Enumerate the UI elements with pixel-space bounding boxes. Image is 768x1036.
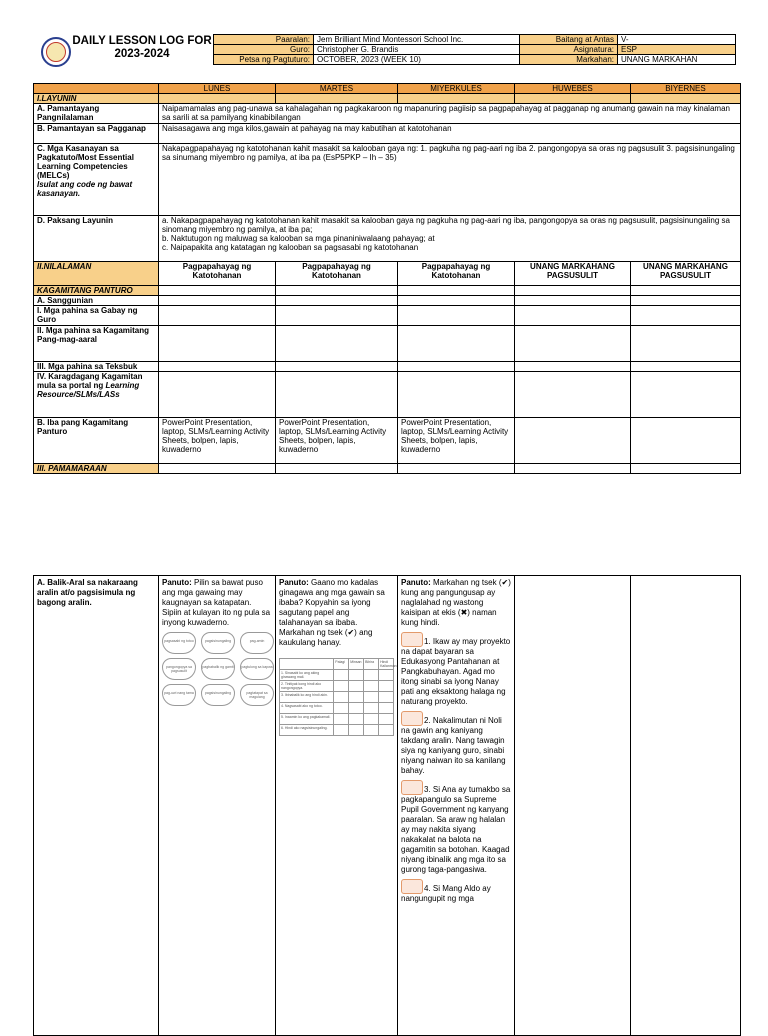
item-4: 4. Si Mang Aldo ay nangungupit ng mga (401, 879, 511, 904)
frequency-table-image: Palagi Minsan Bihira Hindi Kailanman 1. Sinasabi ko ang aking ginawang mali. 2. Tinitiyak kong hindi ako nangongopya. 3. Ibinabalik ko ang hindi akin. 4. Nagsasabi ako ng totoo. 5. Inaamin ko ang pagkakamali. 6. Hindi ako nagsisinungaling. (279, 658, 394, 736)
balik-aral-label: A. Balik-Aral sa nakaraang aralin at/o pagsisimula ng bagong aralin. (34, 576, 159, 1036)
materials-martes: PowerPoint Presentation, laptop, SLMs/Learning Activity Sheets, bolpen, lapis, kuwaderno (276, 418, 398, 464)
heart-shape: pagsisinungaling (201, 684, 235, 706)
heart-shape: pagtulong sa kapwa (240, 658, 274, 680)
petsa-value: OCTOBER, 2023 (WEEK 10) (314, 55, 520, 65)
day-huwebes: HUWEBES (515, 84, 631, 94)
markahan-label: Markahan: (520, 55, 618, 65)
balik-aral-miyerkules: Panuto: Markahan ng tsek (✔) kung ang pangungusap ay naglalahad ng wastong kaisipan at ekis (✖) naman kung hindi. 1. Ikaw ay may proyekto na dapat bayaran sa Edukasyong Pantahanan at Pangkabuhayan. Agad mo itong sinabi sa iyong Nanay pati ang eksaktong halaga ng naturang proyekto. 2. Nakalimutan ni Noli na gawin ang kaniyang takdang aralin. Nang tawagin siya ng kaniyang guro, sinabi niyang naiwan ito sa kanilang bahay. 3. Si Ana ay tumakbo sa pagkapangulo sa Supreme Pupil Government ng kanyang paaralan. Sa araw ng halalan ay may nakita siyang nakakalat na balota na gagamitin sa botohan. Kaagad niyang ibinalik ang mga ito sa gurong taga-pangasiwa. 4. Si Mang Aldo ay nangungupit ng mga (398, 576, 515, 1036)
balik-aral-lunes: Panuto: Pilin sa bawat puso ang mga gawaing may kaugnayan sa katapatan. Sipiin at kulayan ito ng pula sa inyong kuwaderno. pagsasabi ng totoo pagsisinungaling pag-amin pangongopya sa pagsusulit pagbabalik ng gamit pagtulong sa kapwa pag-uwi nang tama pagsisinungaling pagtatapat sa magulang (159, 576, 276, 1036)
topic-biyernes: UNANG MARKAHANG PAGSUSULIT (631, 262, 741, 286)
topic-miyerkules: Pagpapahayag ng Katotohanan (398, 262, 515, 286)
hearts-worksheet (162, 632, 272, 706)
topic-lunes: Pagpapahayag ng Katotohanan (159, 262, 276, 286)
item-1: 1. Ikaw ay may proyekto na dapat bayaran sa Edukasyong Pantahanan at Pangkabuhayan. Agad mo itong sinabi sa iyong Nanay pati ang eksaktong halaga ng naturang proyekto. (401, 632, 511, 707)
paaralan-label: Paaralan: (214, 35, 314, 45)
balik-aral-biyernes (631, 576, 741, 1036)
pamantayang-pangnilalaman-text: Naipamamalas ang pag-unawa sa kahalagahan ng pagkakaroon ng mapanuring pagiisip sa pagpapahayag at pagganap ng anumang gawain na may kinalaman sa sarili at sa pamilyang kinabibilangan (159, 104, 741, 124)
materials-lunes: PowerPoint Presentation, laptop, SLMs/Learning Activity Sheets, bolpen, lapis, kuwaderno (159, 418, 276, 464)
lesson-log-table (33, 83, 741, 474)
answer-box (401, 879, 423, 894)
header-info-table (213, 34, 736, 65)
pamantayan-pagganap-text: Naisasagawa ang mga kilos,gawain at pahayag na may kabutihan at katotohanan (159, 124, 741, 144)
karagdagang-kagamitan-label: IV. Karagdagang Kagamitan mula sa portal ng Learning Resource/SLMs/LASs (34, 372, 159, 418)
item-3: 3. Si Ana ay tumakbo sa pagkapangulo sa Supreme Pupil Government ng kanyang paaralan. Sa araw ng halalan ay may nakita siyang nakakalat na balota na gagamitin sa botohan. Kaagad niyang ibinalik ang mga ito sa gurong taga-pangasiwa. (401, 780, 511, 875)
teksbuk-label: III. Mga pahina sa Teksbuk (34, 362, 159, 372)
paksang-layunin-label: D. Paksang Layunin (34, 216, 159, 262)
heart-shape: pangongopya sa pagsusulit (162, 658, 196, 680)
heart-shape: pagsisinungaling (201, 632, 235, 654)
guro-value: Christopher G. Brandis (314, 45, 520, 55)
guro-label: Guro: (214, 45, 314, 55)
kasanayan-text: Nakapagpapahayag ng katotohanan kahit masakit sa kalooban gaya ng: 1. pagkuha ng pag-aari ng iba 2. pangongopya sa oras ng pagsusulit 3. pagsisinungaling sa sinumang miyembro ng pamilya, at iba pa (EsP5PKP – Ih – 35) (159, 144, 741, 216)
pamamaraan-heading: III. PAMAMARAAN (34, 464, 159, 474)
answer-box (401, 632, 423, 647)
heart-shape: pag-amin (240, 632, 274, 654)
petsa-label: Petsa ng Pagtuturo: (214, 55, 314, 65)
day-biyernes: BIYERNES (631, 84, 741, 94)
heart-shape: pagsasabi ng totoo (162, 632, 196, 654)
topic-huwebes: UNANG MARKAHANG PAGSUSULIT (515, 262, 631, 286)
dll-title: DAILY LESSON LOG FOR 2023-2024 (72, 35, 212, 60)
heart-shape: pagbabalik ng gamit (201, 658, 235, 680)
day-lunes: LUNES (159, 84, 276, 94)
kagamitang-panturo-heading: KAGAMITANG PANTURO (34, 286, 159, 296)
day-header-row (34, 84, 741, 94)
heart-shape: pagtatapat sa magulang (240, 684, 274, 706)
balik-aral-martes: Panuto: Gaano mo kadalas ginagawa ang mga gawain sa ibaba? Kopyahin sa iyong sagutang papel ang talahanayan sa ibaba. Markahan ng tsek (✔) ang kaukulang hanay. Palagi Minsan Bihira Hindi Kailanman 1. Sinasabi ko ang aking ginawang mali. 2. Tinitiyak kong hindi ako nangongopya. 3. Ibinabalik ko ang hindi akin. 4. Nagsasabi ako ng totoo. 5. Inaamin ko ang pagkakamali. 6. Hindi ako nagsisinungaling. (276, 576, 398, 1036)
baitang-label: Baitang at Antas (520, 35, 618, 45)
gabay-guro-label: I. Mga pahina sa Gabay ng Guro (34, 306, 159, 326)
answer-box (401, 780, 423, 795)
markahan-value: UNANG MARKAHAN (618, 55, 736, 65)
day-martes: MARTES (276, 84, 398, 94)
materials-miyerkules: PowerPoint Presentation, laptop, SLMs/Learning Activity Sheets, bolpen, lapis, kuwaderno (398, 418, 515, 464)
topic-martes: Pagpapahayag ng Katotohanan (276, 262, 398, 286)
paaralan-value: Jem Brilliant Mind Montessori School Inc. (314, 35, 520, 45)
baitang-value: V- (618, 35, 736, 45)
day-miyerkules: MIYERKULES (398, 84, 515, 94)
heart-shape: pag-uwi nang tama (162, 684, 196, 706)
balik-aral-huwebes (515, 576, 631, 1036)
deped-seal-logo (41, 37, 71, 67)
sanggunian-label: A. Sanggunian (34, 296, 159, 306)
nilalaman-heading: II.NILALAMAN (34, 262, 159, 286)
layunin-heading: I.LAYUNIN (34, 94, 159, 104)
asignatura-label: Asignatura: (520, 45, 618, 55)
paksang-layunin-text: a. Nakapagpapahayag ng katotohanan kahit masakit sa kalooban gaya ng pagkuha ng pag-aari ng iba, pangongopya sa oras ng pagsusulit, pagsisinungaling sa sinomang miyembro ng pamilya, at iba pa; b. Naktutugon ng maluwag sa kalooban sa mga pinaniniwalaang pahayag; at c. Naipapakita ang katatagan ng kalooban sa pagsasabi ng katotohanan (159, 216, 741, 262)
kagamitang-mag-aaral-label: II. Mga pahina sa Kagamitang Pang-mag-aaral (34, 326, 159, 362)
answer-box (401, 711, 423, 726)
pamantayang-pangnilalaman-label: A. Pamantayang Pangnilalaman (34, 104, 159, 124)
pamantayan-pagganap-label: B. Pamantayan sa Pagganap (34, 124, 159, 144)
item-2: 2. Nakalimutan ni Noli na gawin ang kaniyang takdang aralin. Nang tawagin siya ng kaniyang guro, sinabi niyang naiwan ito sa kanilang bahay. (401, 711, 511, 776)
iba-pang-kagamitan-label: B. Iba pang Kagamitang Panturo (34, 418, 159, 464)
asignatura-value: ESP (618, 45, 736, 55)
balik-aral-table (33, 575, 741, 1036)
kasanayan-label: C. Mga Kasanayan sa Pagkatuto/Most Essential Learning Competencies (MELCs) Isulat ang code ng bawat kasanayan. (34, 144, 159, 216)
